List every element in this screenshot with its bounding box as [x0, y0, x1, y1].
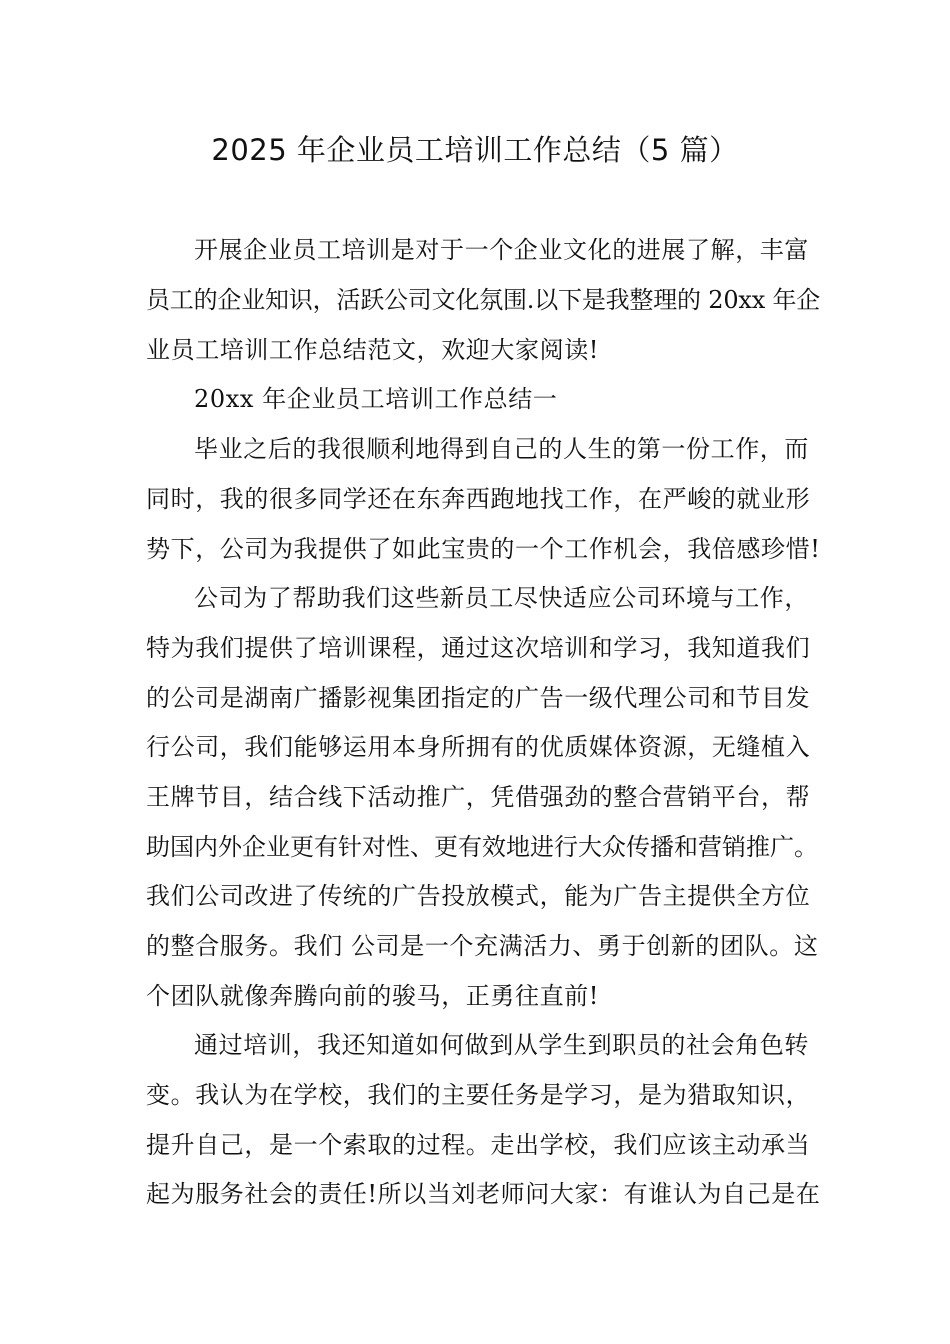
- text-line: 助国内外企业更有针对性、更有效地进行大众传播和营销推广。: [146, 833, 818, 861]
- text-line: 的整合服务。我们 公司是一个充满活力、勇于创新的团队。这: [146, 932, 819, 960]
- text-line: 行公司，我们能够运用本身所拥有的优质媒体资源，无缝植入: [146, 733, 811, 761]
- text-line: 王牌节目，结合线下活动推广，凭借强劲的整合营销平台，帮: [146, 783, 811, 811]
- document-title: 2025 年企业员工培训工作总结（5 篇）: [211, 133, 739, 167]
- text-line: 势下，公司为我提供了如此宝贵的一个工作机会，我倍感珍惜!: [146, 535, 821, 563]
- text-line: 特为我们提供了培训课程，通过这次培训和学习，我知道我们: [146, 634, 811, 662]
- text-line: 毕业之后的我很顺利地得到自己的人生的第一份工作，而: [194, 435, 809, 463]
- text-line: 的公司是湖南广播影视集团指定的广告一级代理公司和节目发: [146, 684, 811, 712]
- text-line: 个团队就像奔腾向前的骏马，正勇往直前!: [146, 982, 600, 1010]
- text-line: 我们公司改进了传统的广告投放模式，能为广告主提供全方位: [146, 882, 811, 910]
- text-line: 同时，我的很多同学还在东奔西跑地找工作，在严峻的就业形: [146, 485, 811, 513]
- text-line: 起为服务社会的责任!所以当刘老师问大家：有谁认为自己是在: [146, 1180, 821, 1208]
- text-line: 变。我认为在学校，我们的主要任务是学习，是为猎取知识，: [146, 1081, 811, 1109]
- text-line: 提升自己，是一个索取的过程。走出学校，我们应该主动承当: [146, 1131, 811, 1159]
- section-heading: 20xx 年企业员工培训工作总结一: [194, 385, 558, 413]
- text-line: 通过培训，我还知道如何做到从学生到职员的社会角色转: [194, 1031, 809, 1059]
- text-line: 业员工培训工作总结范文，欢迎大家阅读!: [146, 336, 600, 364]
- text-line: 开展企业员工培训是对于一个企业文化的进展了解，丰富: [194, 236, 809, 264]
- text-line: 公司为了帮助我们这些新员工尽快适应公司环境与工作，: [194, 584, 809, 612]
- text-line: 员工的企业知识，活跃公司文化氛围.以下是我整理的 20xx 年企: [146, 286, 821, 314]
